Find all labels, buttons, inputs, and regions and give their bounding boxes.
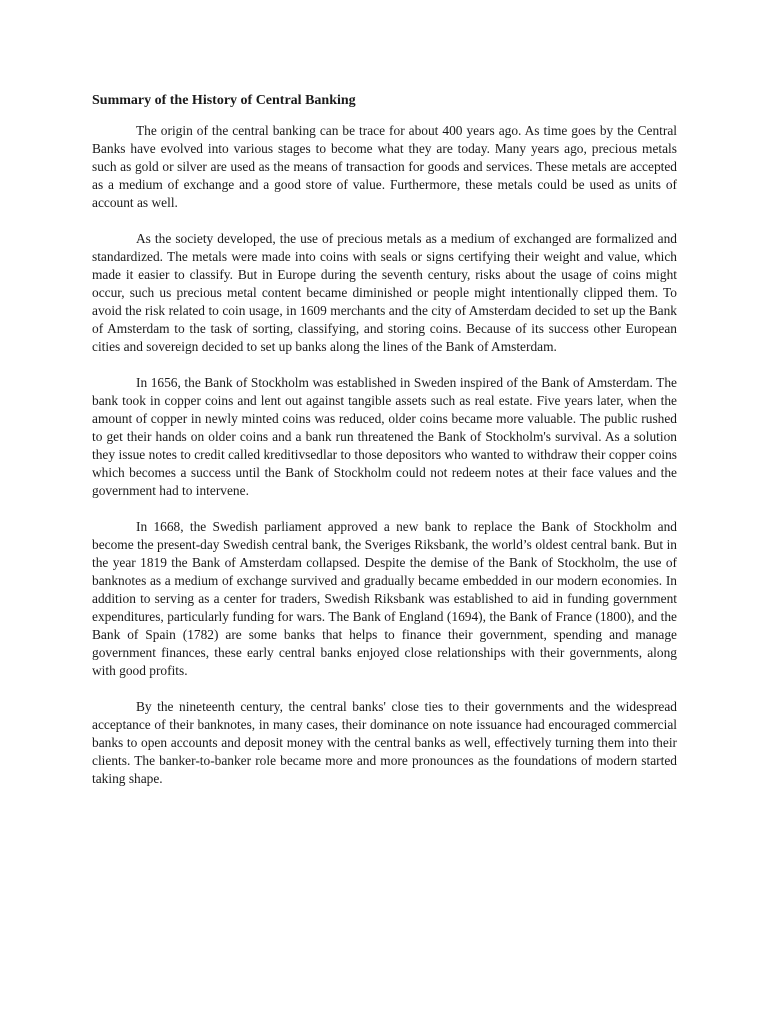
paragraph-riksbank: In 1668, the Swedish parliament approved a new bank to replace the Bank of Stockholm and become the present-day Swedish central bank, the Sveriges Riksbank, the world’s oldest central bank. But in the year 1819 the Bank of Amsterdam collapsed. Despite the demise of the Bank of Stockholm, the use of banknotes as a medium of exchange survived and gradually became embedded in our modern economies. In addition to serving as a center for traders, Swedish Riksbank was established to aid in funding government expenditures, particularly funding for wars. The Bank of England (1694), the Bank of France (1800), and the Bank of Spain (1782) are some banks that helps to finance their government, spending and manage government finances, these early central banks enjoyed close relationships with their governments, along with good profits. bbox=[92, 519, 677, 678]
paragraph-nineteenth-century: By the nineteenth century, the central banks' close ties to their governments and the widespread acceptance of their banknotes, in many cases, their dominance on note issuance had encouraged commercial banks to open accounts and deposit money with the central banks as well, effectively turning them into their clients. The banker-to-banker role became more and more pronounces as the foundations of modern started taking shape. bbox=[92, 699, 677, 786]
paragraph-stockholm: In 1656, the Bank of Stockholm was established in Sweden inspired of the Bank of Amsterdam. The bank took in copper coins and lent out against tangible assets such as real estate. Five years later, when the amount of copper in newly minted coins was reduced, older coins became more valuable. The public rushed to get their hands on older coins and a bank run threatened the Bank of Stockholm's survival. As a solution they issue notes to credit called kreditivsedlar to those depositors who wanted to withdraw their copper coins which becomes a success until the Bank of Stockholm could not redeem notes at their face values and the government had to intervene. bbox=[92, 375, 677, 498]
document-title: Summary of the History of Central Banking bbox=[92, 93, 356, 108]
document-page bbox=[92, 92, 677, 806]
paragraph-origin: The origin of the central banking can be trace for about 400 years ago. As time goes by the Central Banks have evolved into various stages to become what they are today. Many years ago, precious metals such as gold or silver are used as the means of transaction for goods and services. These metals are accepted as a medium of exchange and a good store of value. Furthermore, these metals could be used as units of account as well. bbox=[92, 123, 677, 210]
paragraph-coins: As the society developed, the use of precious metals as a medium of exchanged are formalized and standardized. The metals were made into coins with seals or signs certifying their weight and value, which made it easier to classify. But in Europe during the seventh century, risks about the usage of coins might occur, such us precious metal content became diminished or people might intentionally clipped them. To avoid the risk related to coin usage, in 1609 merchants and the city of Amsterdam decided to set up the Bank of Amsterdam to the task of sorting, classifying, and storing coins. Because of its success other European cities and sovereign decided to set up banks along the lines of the Bank of Amsterdam. bbox=[92, 231, 677, 354]
